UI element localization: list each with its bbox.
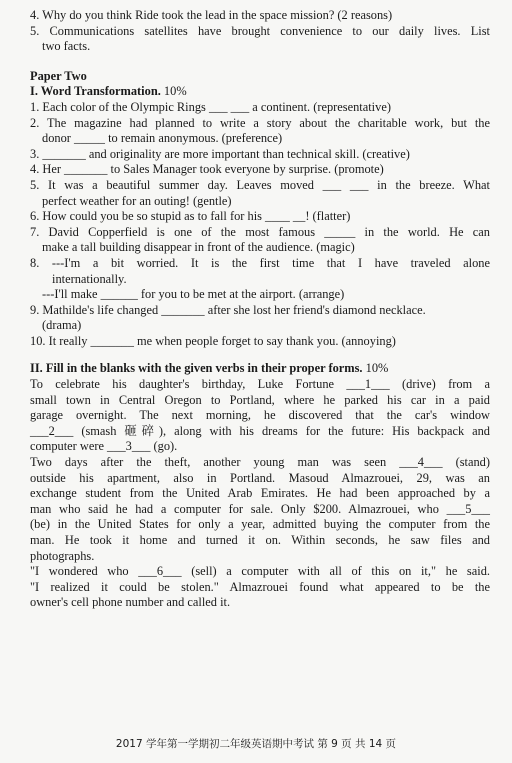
passage-line: ___2___ (smash 砸碎), along with his dreams for the future: His backpack and xyxy=(30,423,490,438)
passage-line: To celebrate his daughter's birthday, Luke Fortune ___1___ (drive) from a xyxy=(30,377,490,392)
passage-line: small town in Central Oregon to Portland, where he parked his car in a paid xyxy=(30,392,490,407)
question-line: 5. It was a beautiful summer day. Leaves moved ___ ___ in the breeze. What xyxy=(30,177,490,192)
question-line: donor _____ to remain anonymous. (preference) xyxy=(42,131,283,146)
question-line: 1. Each color of the Olympic Rings ___ ___ a continent. (representative) xyxy=(30,99,391,114)
question-line: (drama) xyxy=(42,318,82,333)
section-heading xyxy=(30,84,490,100)
paper-title: Paper Two xyxy=(30,68,87,83)
question-line: 8. ---I'm a bit worried. It is the first time that I have traveled alone xyxy=(30,255,490,270)
passage-line: "I realized it could be stolen." Almazrouei found what appeared to be the xyxy=(30,579,490,594)
passage-line: (be) in the United States for only a year, admitted buying the computer from the xyxy=(30,517,490,532)
section-heading xyxy=(30,361,490,377)
section-points: 10% xyxy=(365,361,389,376)
passage-line: exchange student from the United Arab Emirates. He had been approached by a xyxy=(30,486,490,501)
question-line: 9. Mathilde's life changed _______ after she lost her friend's diamond necklace. xyxy=(30,302,426,317)
question-line: two facts. xyxy=(42,39,91,54)
question-line: 6. How could you be so stupid as to fall for his ____ __! (flatter) xyxy=(30,209,351,224)
passage-line: Two days after the theft, another young man was seen ___4___ (stand) xyxy=(30,455,490,470)
question-line: 10. It really _______ me when people forget to say thank you. (annoying) xyxy=(30,333,396,348)
question-line: 7. David Copperfield is one of the most famous _____ in the world. He can xyxy=(30,224,490,239)
question-line: internationally. xyxy=(52,271,127,286)
passage-line: man. He took it home and turned it on. Within seconds, he saw files and xyxy=(30,533,490,547)
passage-line: man who said he had a computer for sale. Only $200. Almazrouei, who ___5___ xyxy=(30,501,490,516)
passage-line: "I wondered who ___6___ (sell) a computer with all of this on it," he said. xyxy=(30,564,490,579)
section-title: I. Word Transformation. xyxy=(30,84,161,99)
passage-line: outside his apartment, also in Portland. Masoud Almazrouei, 29, was an xyxy=(30,470,490,485)
question-line: 3. _______ and originality are more important than technical skill. (creative) xyxy=(30,146,410,161)
question-line: ---I'll make ______ for you to be met at the airport. (arrange) xyxy=(42,287,345,302)
question-line: 2. The magazine had planned to write a story about the charitable work, but the xyxy=(30,115,490,130)
section-title: II. Fill in the blanks with the given verbs in their proper forms. xyxy=(30,361,363,376)
page-footer: 2017 学年第一学期初二年级英语期中考试 第 9 页 共 14 页 xyxy=(115,738,397,750)
question-line: make a tall building disappear in front of the audience. (magic) xyxy=(42,240,355,255)
passage-line: owner's cell phone number and called it. xyxy=(30,595,231,610)
question-line: 4. Why do you think Ride took the lead in the space mission? (2 reasons) xyxy=(30,8,393,22)
question-line: 4. Her _______ to Sales Manager took everyone by surprise. (promote) xyxy=(30,162,384,177)
passage-line: computer were ___3___ (go). xyxy=(30,439,178,454)
passage xyxy=(30,377,490,611)
question-line: 5. Communications satellites have brought convenience to our daily lives. List xyxy=(30,23,490,38)
exam-page xyxy=(30,8,490,611)
question-line: perfect weather for an outing! (gentle) xyxy=(42,193,232,208)
section-points: 10% xyxy=(163,84,187,99)
passage-line: photographs. xyxy=(30,548,95,563)
passage-line: garage overnight. The next morning, he discovered that the car's window xyxy=(30,408,490,423)
